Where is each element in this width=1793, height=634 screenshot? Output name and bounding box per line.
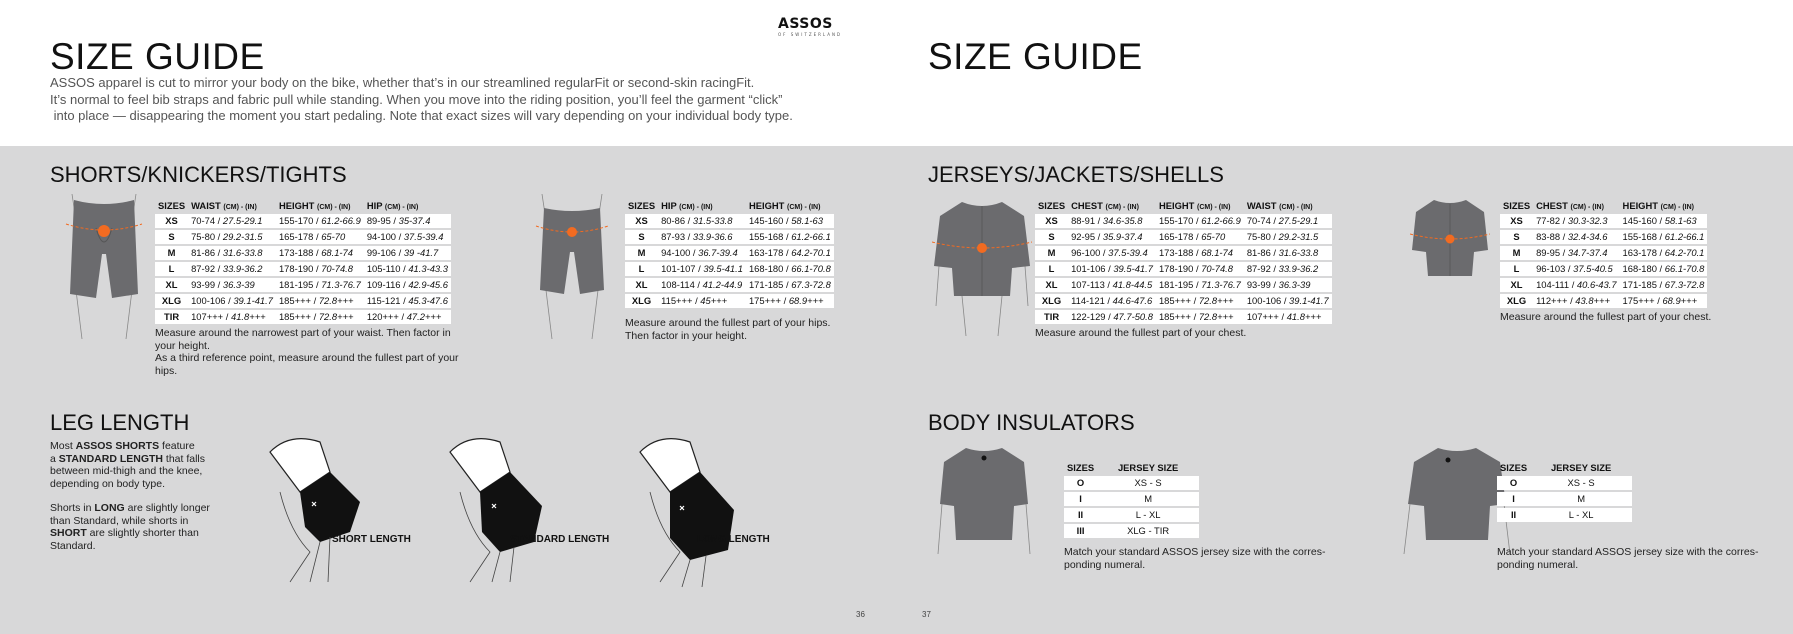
page-title-right: SIZE GUIDE bbox=[928, 36, 1143, 77]
table-row bbox=[1500, 246, 1707, 260]
value-cell: 165-178 / 65-70 bbox=[276, 230, 364, 244]
value-cell: 101-106 / 39.5-41.7 bbox=[1068, 262, 1156, 276]
value-cell: 104-111 / 40.6-43.7 bbox=[1533, 278, 1619, 292]
jerseys-section-title: JERSEYS/JACKETS/SHELLS bbox=[928, 162, 1224, 187]
value-cell: 101-107 / 39.5-41.1 bbox=[658, 262, 746, 276]
hip-size-table bbox=[625, 198, 865, 342]
value-cell: 77-82 / 30.3-32.3 bbox=[1533, 214, 1619, 228]
table-row bbox=[1064, 476, 1199, 490]
page-number-left: 36 bbox=[856, 610, 865, 619]
value-cell: 100-106 / 39.1-41.7 bbox=[188, 294, 276, 308]
table-row bbox=[155, 262, 451, 276]
size-cell: XS bbox=[155, 214, 188, 228]
insulator-figure-2 bbox=[1402, 444, 1512, 560]
value-cell: 88-91 / 34.6-35.8 bbox=[1068, 214, 1156, 228]
size-cell: O bbox=[1064, 476, 1097, 490]
shorts-section-title: SHORTS/KNICKERS/TIGHTS bbox=[50, 162, 347, 187]
value-cell: 185+++ / 72.8+++ bbox=[276, 294, 364, 308]
table-row bbox=[1035, 294, 1332, 308]
value-cell: 81-86 / 31.6-33.8 bbox=[1244, 246, 1332, 260]
size-cell: I bbox=[1064, 492, 1097, 506]
value-cell: 75-80 / 29.2-31.5 bbox=[188, 230, 276, 244]
note-line: ponding numeral. bbox=[1497, 558, 1579, 571]
table-row bbox=[1500, 278, 1707, 292]
table-row bbox=[625, 294, 834, 308]
size-cell: L bbox=[1035, 262, 1068, 276]
value-cell: 81-86 / 31.6-33.8 bbox=[188, 246, 276, 260]
col-header: HEIGHT (CM) - (IN) bbox=[1158, 200, 1231, 211]
table-row bbox=[1500, 294, 1707, 308]
leg-length-text bbox=[50, 440, 215, 564]
size-cell: L bbox=[155, 262, 188, 276]
value-cell: 178-190 / 70-74.8 bbox=[276, 262, 364, 276]
hip-measure-note bbox=[625, 317, 865, 342]
col-header: WAIST (CM) - (IN) bbox=[191, 200, 257, 211]
value-cell: 175+++ / 68.9+++ bbox=[746, 294, 834, 308]
value-cell: 89-95 / 35-37.4 bbox=[364, 214, 451, 228]
value-cell: 115+++ / 45+++ bbox=[658, 294, 746, 308]
col-header: SIZES bbox=[1067, 462, 1095, 473]
page-number-right: 37 bbox=[922, 610, 931, 619]
col-header: HIP (CM) - (IN) bbox=[661, 200, 713, 211]
hip-shorts-figure bbox=[532, 194, 612, 342]
value-cell: 115-121 / 45.3-47.6 bbox=[364, 294, 451, 308]
size-cell: S bbox=[625, 230, 658, 244]
short-length-label: SHORT LENGTH bbox=[332, 534, 411, 545]
size-cell: II bbox=[1064, 508, 1097, 522]
size-cell: L bbox=[1500, 262, 1533, 276]
table-row bbox=[1064, 524, 1199, 538]
leg-length-paragraph-2: Shorts in LONG are slightly longer than Standard, while shorts in SHORT are slightly shorter than Standard. bbox=[50, 502, 210, 552]
table-row bbox=[625, 246, 834, 260]
value-cell: 145-160 / 58.1-63 bbox=[1620, 214, 1708, 228]
table-row bbox=[1500, 214, 1707, 228]
col-header: WAIST (CM) - (IN) bbox=[1246, 200, 1313, 211]
table-row bbox=[1035, 246, 1332, 260]
value-cell: 70-74 / 27.5-29.1 bbox=[1244, 214, 1332, 228]
size-cell: M bbox=[155, 246, 188, 260]
value-cell: 96-103 / 37.5-40.5 bbox=[1533, 262, 1619, 276]
size-cell: XS bbox=[1035, 214, 1068, 228]
size-cell: XLG bbox=[1035, 294, 1068, 308]
value-cell: 112+++ / 43.8+++ bbox=[1533, 294, 1619, 308]
size-cell: II bbox=[1497, 508, 1530, 522]
size-cell: XS bbox=[1500, 214, 1533, 228]
intro-line: ASSOS apparel is cut to mirror your body on the bike, whether that’s in our streamlined regularFit or second-skin racingFit. bbox=[50, 75, 755, 90]
value-cell: 175+++ / 68.9+++ bbox=[1620, 294, 1708, 308]
value-cell: 80-86 / 31.5-33.8 bbox=[658, 214, 746, 228]
value-cell: 75-80 / 29.2-31.5 bbox=[1244, 230, 1332, 244]
value-cell: 107+++ / 41.8+++ bbox=[1244, 310, 1332, 324]
col-header: HIP (CM) - (IN) bbox=[366, 200, 419, 211]
logo-subtitle: OF SWITZERLAND bbox=[778, 32, 843, 37]
size-cell: S bbox=[1035, 230, 1068, 244]
table-row bbox=[155, 294, 451, 308]
value-cell: 87-93 / 33.9-36.6 bbox=[658, 230, 746, 244]
col-header: SIZES bbox=[1500, 462, 1528, 473]
note-line: Measure around the fullest part of your chest. bbox=[1500, 311, 1712, 323]
shorts-size-table bbox=[155, 198, 475, 377]
col-header: SIZES bbox=[158, 200, 186, 211]
value-cell: 96-100 / 37.5-39.4 bbox=[1068, 246, 1156, 260]
insulators-section-title: BODY INSULATORS bbox=[928, 410, 1135, 435]
table-row bbox=[155, 278, 451, 292]
size-cell: L bbox=[625, 262, 658, 276]
value-cell: M bbox=[1097, 492, 1199, 506]
table-row bbox=[1064, 508, 1199, 522]
size-cell: S bbox=[155, 230, 188, 244]
leg-length-paragraph-1: Most ASSOS SHORTS feature a STANDARD LENGTH that falls between mid-thigh and the knee, depending on body type. bbox=[50, 440, 206, 490]
shorts-measure-note bbox=[155, 327, 475, 377]
col-header: CHEST (CM) - (IN) bbox=[1536, 200, 1604, 211]
value-cell: 89-95 / 34.7-37.4 bbox=[1533, 246, 1619, 260]
value-cell: 120+++ / 47.2+++ bbox=[364, 310, 451, 324]
size-cell: S bbox=[1500, 230, 1533, 244]
table-row bbox=[1035, 214, 1332, 228]
value-cell: L - XL bbox=[1097, 508, 1199, 522]
col-header: HEIGHT (CM) - (IN) bbox=[748, 200, 821, 211]
col-header: JERSEY SIZE bbox=[1117, 462, 1179, 473]
value-cell: M bbox=[1530, 492, 1632, 506]
table-row bbox=[1064, 492, 1199, 506]
logo-text: ASSOS bbox=[778, 16, 833, 32]
value-cell: 181-195 / 71.3-76.7 bbox=[276, 278, 364, 292]
table-row bbox=[1500, 230, 1707, 244]
value-cell: 109-116 / 42.9-45.6 bbox=[364, 278, 451, 292]
value-cell: 93-99 / 36.3-39 bbox=[188, 278, 276, 292]
note-line: your height. bbox=[155, 339, 210, 352]
value-cell: 178-190 / 70-74.8 bbox=[1156, 262, 1244, 276]
jersey-size-table bbox=[1035, 198, 1332, 340]
value-cell: 185+++ / 72.8+++ bbox=[1156, 294, 1244, 308]
table-row bbox=[155, 310, 451, 324]
size-cell: M bbox=[625, 246, 658, 260]
size-cell: I bbox=[1497, 492, 1530, 506]
col-header: CHEST (CM) - (IN) bbox=[1071, 200, 1139, 211]
value-cell: L - XL bbox=[1530, 508, 1632, 522]
table-row bbox=[625, 230, 834, 244]
note-line: As a third reference point, measure around the fullest part of your bbox=[155, 352, 459, 364]
table-row bbox=[1035, 262, 1332, 276]
size-cell: XS bbox=[625, 214, 658, 228]
value-cell: 181-195 / 71.3-76.7 bbox=[1156, 278, 1244, 292]
value-cell: XS - S bbox=[1530, 476, 1632, 490]
leg-length-title: LEG LENGTH bbox=[50, 410, 190, 435]
value-cell: 107-113 / 41.8-44.5 bbox=[1068, 278, 1156, 292]
table-row bbox=[1497, 476, 1632, 490]
value-cell: XLG - TIR bbox=[1097, 524, 1199, 538]
standard-length-label: STANDARD LENGTH bbox=[510, 534, 610, 545]
value-cell: 155-170 / 61.2-66.9 bbox=[1156, 214, 1244, 228]
size-cell: III bbox=[1064, 524, 1097, 538]
intro-paragraph bbox=[50, 75, 870, 125]
insulator-note bbox=[1064, 546, 1344, 571]
note-line: Match your standard ASSOS jersey size with the corres- bbox=[1497, 546, 1759, 558]
value-cell: 100-106 / 39.1-41.7 bbox=[1244, 294, 1332, 308]
value-cell: 171-185 / 67.3-72.8 bbox=[1620, 278, 1708, 292]
col-header: JERSEY SIZE bbox=[1550, 462, 1612, 473]
value-cell: 94-100 / 36.7-39.4 bbox=[658, 246, 746, 260]
col-header: SIZES bbox=[628, 200, 656, 211]
bib-shorts-figure bbox=[60, 194, 148, 342]
size-cell: XLG bbox=[625, 294, 658, 308]
table-row bbox=[1500, 262, 1707, 276]
size-cell: XL bbox=[1500, 278, 1533, 292]
chest-measure-note-2 bbox=[1500, 311, 1711, 324]
note-line: Measure around the fullest part of your hips. bbox=[625, 317, 831, 329]
intro-line: It’s normal to feel bib straps and fabric pull while standing. When you move into the riding position, you’ll feel the garment “click” bbox=[50, 91, 783, 107]
note-line: Measure around the fullest part of your chest. bbox=[1035, 327, 1247, 339]
value-cell: 155-168 / 61.2-66.1 bbox=[746, 230, 834, 244]
value-cell: 114-121 / 44.6-47.6 bbox=[1068, 294, 1156, 308]
value-cell: 168-180 / 66.1-70.8 bbox=[1620, 262, 1708, 276]
value-cell: 185+++ / 72.8+++ bbox=[276, 310, 364, 324]
jersey-figure bbox=[932, 196, 1032, 336]
value-cell: 83-88 / 32.4-34.6 bbox=[1533, 230, 1619, 244]
value-cell: 185+++ / 72.8+++ bbox=[1156, 310, 1244, 324]
jersey-size-table-2 bbox=[1500, 198, 1711, 324]
table-row bbox=[1035, 310, 1332, 324]
note-line: ponding numeral. bbox=[1064, 558, 1146, 571]
size-cell: XL bbox=[625, 278, 658, 292]
value-cell: 93-99 / 36.3-39 bbox=[1244, 278, 1332, 292]
standard-length-figure bbox=[430, 432, 550, 592]
long-length-figure bbox=[620, 432, 740, 592]
chest-measure-note bbox=[1035, 327, 1332, 340]
value-cell: 163-178 / 64.2-70.1 bbox=[746, 246, 834, 260]
size-cell: O bbox=[1497, 476, 1530, 490]
value-cell: 171-185 / 67.3-72.8 bbox=[746, 278, 834, 292]
size-cell: XL bbox=[1035, 278, 1068, 292]
size-cell: XLG bbox=[155, 294, 188, 308]
insulator-size-table-2 bbox=[1497, 460, 1777, 571]
value-cell: 155-168 / 61.2-66.1 bbox=[1620, 230, 1708, 244]
table-row bbox=[155, 246, 451, 260]
value-cell: 122-129 / 47.7-50.8 bbox=[1068, 310, 1156, 324]
value-cell: 107+++ / 41.8+++ bbox=[188, 310, 276, 324]
brand-logo bbox=[778, 16, 842, 37]
value-cell: 70-74 / 27.5-29.1 bbox=[188, 214, 276, 228]
value-cell: 173-188 / 68.1-74 bbox=[276, 246, 364, 260]
value-cell: 99-106 / 39 -41.7 bbox=[364, 246, 451, 260]
intro-line: into place — disappearing the moment you start pedaling. Note that exact sizes will vary depending on your individual body type. bbox=[50, 108, 793, 123]
note-line: hips. bbox=[155, 364, 178, 377]
table-row bbox=[1035, 278, 1332, 292]
value-cell: 87-92 / 33.9-36.2 bbox=[1244, 262, 1332, 276]
table-row bbox=[625, 278, 834, 292]
table-row bbox=[1035, 230, 1332, 244]
note-line: Match your standard ASSOS jersey size with the corres- bbox=[1064, 546, 1326, 558]
value-cell: 168-180 / 66.1-70.8 bbox=[746, 262, 834, 276]
size-cell: XL bbox=[155, 278, 188, 292]
size-cell: M bbox=[1035, 246, 1068, 260]
table-row bbox=[155, 230, 451, 244]
size-cell: M bbox=[1500, 246, 1533, 260]
value-cell: 92-95 / 35.9-37.4 bbox=[1068, 230, 1156, 244]
short-length-figure bbox=[250, 432, 370, 592]
value-cell: 155-170 / 61.2-66.9 bbox=[276, 214, 364, 228]
insulator-note-2 bbox=[1497, 546, 1777, 571]
value-cell: 163-178 / 64.2-70.1 bbox=[1620, 246, 1708, 260]
table-row bbox=[1497, 508, 1632, 522]
note-line: Then factor in your height. bbox=[625, 329, 747, 342]
note-line: Measure around the narrowest part of your waist. Then factor in bbox=[155, 327, 451, 339]
col-header: HEIGHT (CM) - (IN) bbox=[1622, 200, 1695, 211]
col-header: HEIGHT (CM) - (IN) bbox=[278, 200, 351, 211]
insulator-figure bbox=[936, 444, 1032, 560]
value-cell: 145-160 / 58.1-63 bbox=[746, 214, 834, 228]
table-row bbox=[625, 262, 834, 276]
col-header: SIZES bbox=[1038, 200, 1066, 211]
table-row bbox=[1497, 492, 1632, 506]
insulator-size-table bbox=[1064, 460, 1344, 571]
value-cell: XS - S bbox=[1097, 476, 1199, 490]
size-cell: XLG bbox=[1500, 294, 1533, 308]
long-length-label: LONG LENGTH bbox=[697, 534, 770, 545]
size-cell: TIR bbox=[1035, 310, 1068, 324]
value-cell: 108-114 / 41.2-44.9 bbox=[658, 278, 746, 292]
col-header: SIZES bbox=[1503, 200, 1531, 211]
table-row bbox=[625, 214, 834, 228]
size-cell: TIR bbox=[155, 310, 188, 324]
value-cell: 105-110 / 41.3-43.3 bbox=[364, 262, 451, 276]
value-cell: 87-92 / 33.9-36.2 bbox=[188, 262, 276, 276]
jersey-small-figure bbox=[1410, 196, 1490, 296]
page-title-left: SIZE GUIDE bbox=[50, 36, 265, 77]
value-cell: 173-188 / 68.1-74 bbox=[1156, 246, 1244, 260]
value-cell: 165-178 / 65-70 bbox=[1156, 230, 1244, 244]
table-row bbox=[155, 214, 451, 228]
value-cell: 94-100 / 37.5-39.4 bbox=[364, 230, 451, 244]
